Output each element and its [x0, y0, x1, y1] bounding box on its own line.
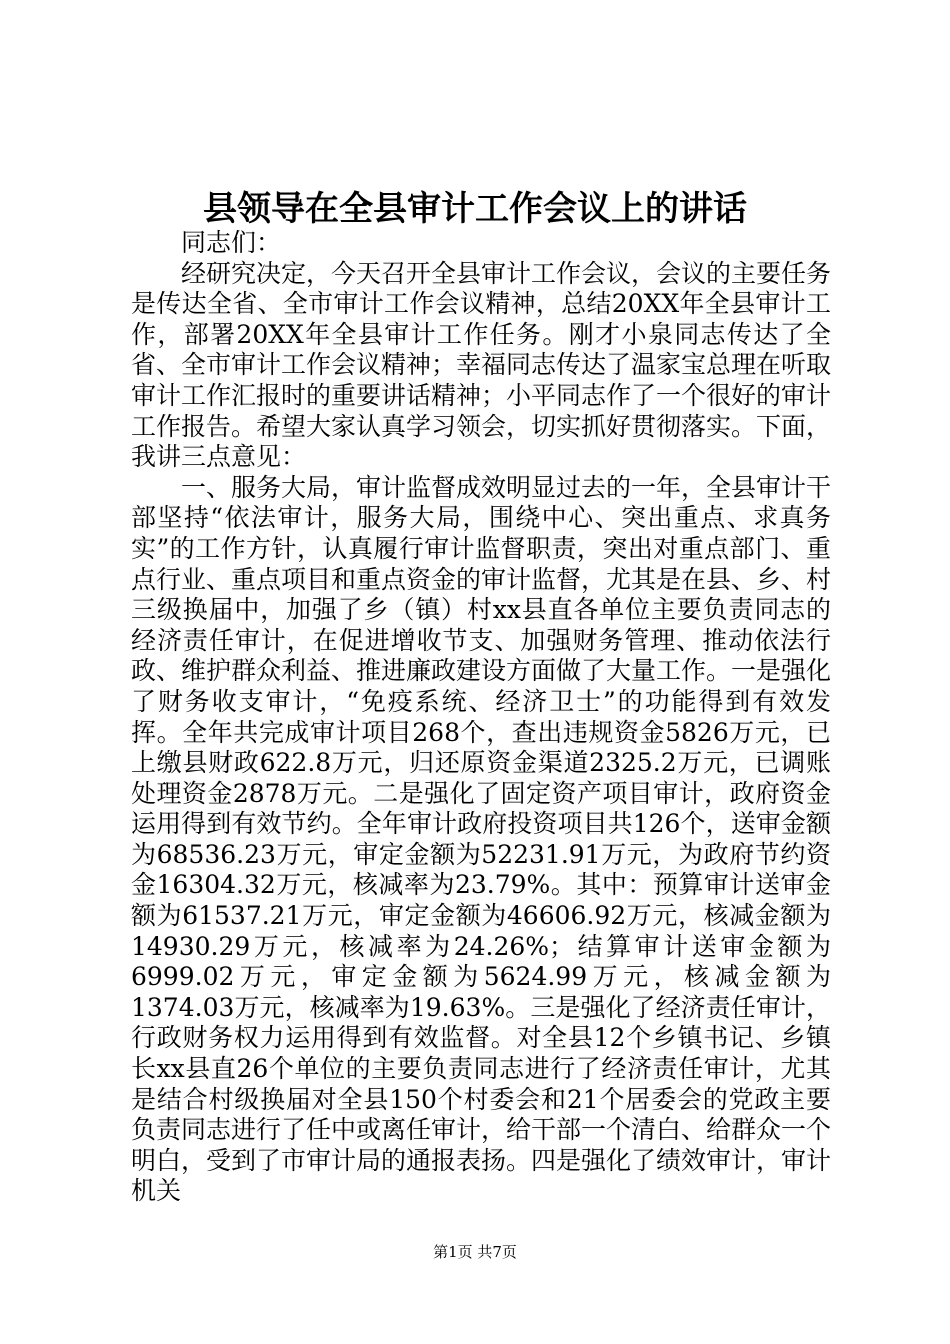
page-footer: 第1页 共7页 — [433, 1243, 517, 1261]
paragraph-intro: 经研究决定，今天召开全县审计工作会议，会议的主要任务是传达全省、全市审计工作会议精神，总结20XX年全县审计工作，部署20XX年全县审计工作任务。刚才小泉同志传达了全省、全市审计工作会议精神；幸福同志传达了温家宝总理在听取审计工作汇报时的重要讲话精神；小平同志作了一个很好的审计工作报告。希望大家认真学习领会，切实抓好贯彻落实。下面，我讲三点意见： — [131, 258, 832, 472]
salutation: 同志们： — [181, 228, 282, 257]
document-body — [131, 228, 831, 1207]
document-title: 县领导在全县审计工作会议上的讲话 — [203, 189, 747, 229]
paragraph-section-one: 一、服务大局，审计监督成效明显过去的一年，全县审计干部坚持“依法审计，服务大局，围绕中心、突出重点、求真务实”的工作方针，认真履行审计监督职责，突出对重点部门、重点行业、重点项目和重点资金的审计监督，尤其是在县、乡、村三级换届中，加强了乡（镇）村xx县直各单位主要负责同志的经济责任审计，在促进增收节支、加强财务管理、推动依法行政、维护群众利益、推进廉政建设方面做了大量工作。一是强化了财务收支审计，“免疫系统、经济卫士”的功能得到有效发挥。全年共完成审计项目268个，查出违规资金5826万元，已上缴县财政622.8万元，归还原资金渠道2325.2万元，已调账处理资金2878万元。二是强化了固定资产项目审计，政府资金运用得到有效节约。全年审计政府投资项目共126个，送审金额为68536.23万元，审定金额为52231.91万元，为政府节约资金16304.32万元，核减率为23.79%。其中：预算审计送审金额为61537.21万元，审定金额为46606.92万元，核减金额为14930.29万元，核减率为24.26%；结算审计送审金额为6999.02万元，审定金额为5624.99万元，核减金额为1374.03万元，核减率为19.63%。三是强化了经济责任审计，行政财务权力运用得到有效监督。对全县12个乡镇书记、乡镇长xx县直26个单位的主要负责同志进行了经济责任审计，尤其是结合村级换届对全县150个村委会和21个居委会的党政主要负责同志进行了任中或离任审计，给干部一个清白、给群众一个明白，受到了市审计局的通报表扬。四是强化了绩效审计，审计机关 — [131, 472, 832, 1206]
